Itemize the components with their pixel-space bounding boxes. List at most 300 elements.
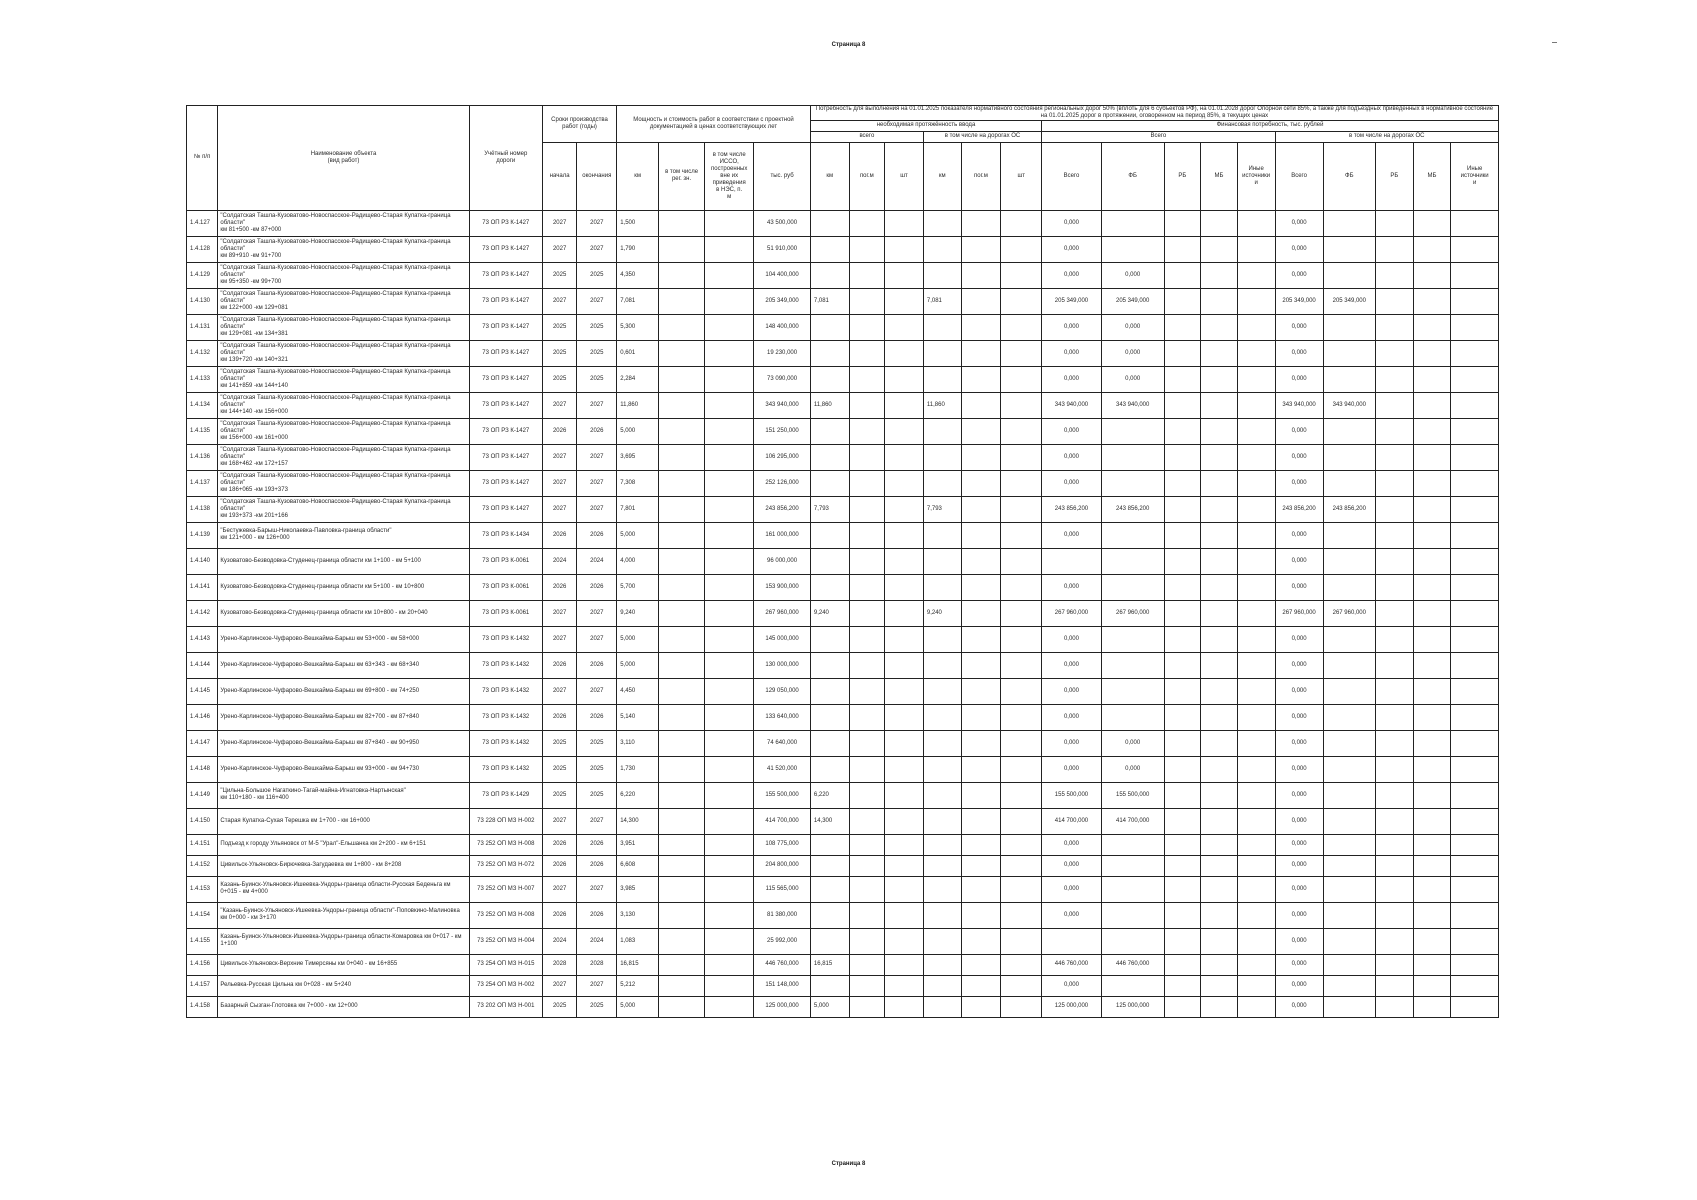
cell-fin-os-other	[1451, 522, 1499, 548]
cell-need-os-km: 11,860	[923, 392, 961, 418]
cell-fin-os-fb	[1323, 444, 1375, 470]
cell-start-year: 2027	[542, 975, 577, 996]
cell-road-number: 73 ОП РЗ К-1427	[469, 470, 542, 496]
table-row	[187, 288, 1499, 314]
cell-fin-rb	[1164, 236, 1201, 262]
cell-fin-os-other	[1451, 210, 1499, 236]
cell-fin-other	[1237, 652, 1275, 678]
cell-fin-os-mb	[1413, 600, 1451, 626]
cell-fin-rb	[1164, 954, 1201, 975]
cell-length-issso	[705, 444, 754, 470]
cell-length-issso	[705, 392, 754, 418]
cell-fin-rb	[1164, 340, 1201, 366]
cell-road-number: 73 ОП РЗ К-1432	[469, 756, 542, 782]
cell-need-pcs	[885, 392, 924, 418]
cell-fin-total: 205 349,000	[1042, 288, 1102, 314]
cell-need-os-km	[923, 808, 961, 834]
cell-length-km: 11,860	[617, 392, 659, 418]
cell-fin-os-total: 0,000	[1275, 574, 1323, 600]
cell-need-os-pm	[961, 756, 1001, 782]
cell-fin-os-mb	[1413, 470, 1451, 496]
col-on-os-group: в том числе на дорогах ОС	[923, 131, 1041, 142]
cell-fin-os-rb	[1375, 366, 1413, 392]
cell-cost-thousand-rub: 267 960,000	[754, 600, 811, 626]
cell-length-km: 0,601	[617, 340, 659, 366]
cell-fin-fb	[1101, 418, 1164, 444]
cell-need-km: 11,860	[810, 392, 849, 418]
cell-need-os-km	[923, 366, 961, 392]
cell-need-os-pm	[961, 678, 1001, 704]
cell-need-os-pcs	[1001, 876, 1042, 902]
cell-fin-os-fb	[1323, 470, 1375, 496]
cell-need-km: 5,000	[810, 996, 849, 1017]
cell-length-issso	[705, 574, 754, 600]
cell-cost-thousand-rub: 125 000,000	[754, 996, 811, 1017]
cell-fin-os-fb	[1323, 522, 1375, 548]
cell-road-number: 73 254 ОП МЗ Н-015	[469, 954, 542, 975]
cell-need-km	[810, 928, 849, 954]
cell-fin-fb	[1101, 855, 1164, 876]
cell-start-year: 2026	[542, 574, 577, 600]
cell-fin-os-rb	[1375, 444, 1413, 470]
col-km: км	[617, 142, 659, 210]
cell-fin-os-other	[1451, 996, 1499, 1017]
cell-length-issso	[705, 996, 754, 1017]
cell-fin-other	[1237, 996, 1275, 1017]
cell-need-pcs	[885, 314, 924, 340]
cell-cost-thousand-rub: 19 230,000	[754, 340, 811, 366]
cell-fin-fb: 0,000	[1101, 314, 1164, 340]
cell-need-km	[810, 678, 849, 704]
cell-start-year: 2026	[542, 652, 577, 678]
table-row	[187, 704, 1499, 730]
cell-need-pcs	[885, 855, 924, 876]
cell-start-year: 2025	[542, 730, 577, 756]
cell-row-index: 1.4.140	[187, 548, 218, 574]
cell-fin-os-rb	[1375, 855, 1413, 876]
cell-object-name: Казань-Буинск-Ульяновск-Ишеевка-Ундоры-граница области-Русская Беденьга км 0+015 - км 4+000	[218, 876, 469, 902]
cell-start-year: 2027	[542, 876, 577, 902]
cell-row-index: 1.4.157	[187, 975, 218, 996]
cell-length-issso	[705, 548, 754, 574]
cell-row-index: 1.4.156	[187, 954, 218, 975]
cell-fin-other	[1237, 366, 1275, 392]
cell-length-issso	[705, 288, 754, 314]
cell-need-km	[810, 470, 849, 496]
cell-need-os-pm	[961, 470, 1001, 496]
cell-need-km	[810, 834, 849, 855]
cell-end-year: 2027	[577, 288, 617, 314]
cell-fin-rb	[1164, 678, 1201, 704]
col-km-reg: в том числе рег. зн.	[659, 142, 705, 210]
cell-fin-total: 155 500,000	[1042, 782, 1102, 808]
cell-fin-os-fb	[1323, 678, 1375, 704]
cell-row-index: 1.4.149	[187, 782, 218, 808]
cell-need-km	[810, 522, 849, 548]
scan-mark	[1552, 42, 1557, 43]
cell-fin-os-mb	[1413, 392, 1451, 418]
cell-row-index: 1.4.129	[187, 262, 218, 288]
cell-fin-os-mb	[1413, 996, 1451, 1017]
cell-length-km: 7,308	[617, 470, 659, 496]
cell-fin-os-rb	[1375, 418, 1413, 444]
cell-need-pm	[849, 574, 885, 600]
cell-object-name: "Бестужевка-Барыш-Николаевка-Павловка-граница области" км 121+000 - км 126+000	[218, 522, 469, 548]
cell-length-reg	[659, 855, 705, 876]
cell-fin-os-total: 0,000	[1275, 808, 1323, 834]
cell-fin-fb: 155 500,000	[1101, 782, 1164, 808]
cell-fin-os-other	[1451, 876, 1499, 902]
cell-need-pcs	[885, 834, 924, 855]
cell-fin-other	[1237, 876, 1275, 902]
table-header	[187, 106, 1499, 211]
cell-fin-mb	[1201, 444, 1238, 470]
cell-end-year: 2026	[577, 652, 617, 678]
cell-fin-os-rb	[1375, 652, 1413, 678]
col-other: Иные источники и	[1237, 142, 1275, 210]
cell-need-os-pcs	[1001, 902, 1042, 928]
cell-length-km: 5,140	[617, 704, 659, 730]
cell-fin-os-fb	[1323, 730, 1375, 756]
cell-fin-mb	[1201, 876, 1238, 902]
cell-need-os-pcs	[1001, 975, 1042, 996]
cell-start-year: 2026	[542, 704, 577, 730]
cell-fin-rb	[1164, 522, 1201, 548]
cell-need-os-pcs	[1001, 418, 1042, 444]
cell-need-pcs	[885, 652, 924, 678]
cell-length-issso	[705, 418, 754, 444]
cell-fin-other	[1237, 626, 1275, 652]
cell-object-name: "Солдатская Ташла-Кузоватово-Новоспасское-Радищево-Старая Кулатка-граница области" км 186+065 -км 193+373	[218, 470, 469, 496]
cell-fin-os-rb	[1375, 834, 1413, 855]
cell-fin-os-other	[1451, 808, 1499, 834]
cell-cost-thousand-rub: 205 349,000	[754, 288, 811, 314]
cell-fin-other	[1237, 262, 1275, 288]
col-fin-total: Всего	[1042, 131, 1275, 142]
cell-object-name: "Солдатская Ташла-Кузоватово-Новоспасское-Радищево-Старая Кулатка-граница области" км 95+350 -км 99+700	[218, 262, 469, 288]
cell-fin-rb	[1164, 626, 1201, 652]
cell-length-reg	[659, 756, 705, 782]
cell-fin-other	[1237, 314, 1275, 340]
cell-row-index: 1.4.139	[187, 522, 218, 548]
cell-length-reg	[659, 652, 705, 678]
cell-object-name: Урено-Карлинское-Чуфарово-Вешкайма-Барыш км 69+800 - км 74+250	[218, 678, 469, 704]
cell-road-number: 73 ОП РЗ К-1427	[469, 236, 542, 262]
cell-fin-os-total: 0,000	[1275, 418, 1323, 444]
cell-fin-os-other	[1451, 855, 1499, 876]
cell-end-year: 2025	[577, 314, 617, 340]
table-body	[187, 210, 1499, 1017]
cell-row-index: 1.4.158	[187, 996, 218, 1017]
cell-start-year: 2027	[542, 626, 577, 652]
cell-fin-rb	[1164, 496, 1201, 522]
road-works-table	[186, 105, 1499, 1018]
cell-fin-os-rb	[1375, 928, 1413, 954]
cell-need-os-pm	[961, 902, 1001, 928]
cell-row-index: 1.4.131	[187, 314, 218, 340]
cell-road-number: 73 ОП РЗ К-1427	[469, 340, 542, 366]
cell-start-year: 2027	[542, 808, 577, 834]
cell-start-year: 2024	[542, 928, 577, 954]
cell-fin-total: 0,000	[1042, 876, 1102, 902]
cell-fin-os-rb	[1375, 808, 1413, 834]
cell-need-os-pcs	[1001, 288, 1042, 314]
col-capacity-group: Мощность и стоимость работ в соответствии с проектной документацией в ценах соответствующих лет	[617, 106, 811, 143]
cell-start-year: 2027	[542, 392, 577, 418]
cell-need-os-pm	[961, 928, 1001, 954]
cell-need-km	[810, 704, 849, 730]
cell-fin-mb	[1201, 902, 1238, 928]
cell-road-number: 73 ОП РЗ К-1427	[469, 418, 542, 444]
cell-need-os-pcs	[1001, 652, 1042, 678]
cell-fin-total: 343 940,000	[1042, 392, 1102, 418]
cell-length-reg	[659, 928, 705, 954]
cell-need-os-pcs	[1001, 600, 1042, 626]
cell-length-km: 4,000	[617, 548, 659, 574]
cell-fin-total: 414 700,000	[1042, 808, 1102, 834]
cell-end-year: 2027	[577, 496, 617, 522]
col-m3: шт	[1001, 142, 1042, 210]
cell-need-pm	[849, 782, 885, 808]
cell-length-km: 3,110	[617, 730, 659, 756]
cell-cost-thousand-rub: 96 000,000	[754, 548, 811, 574]
cell-length-reg	[659, 366, 705, 392]
cell-fin-fb	[1101, 834, 1164, 855]
cell-need-os-pm	[961, 730, 1001, 756]
cell-fin-os-fb: 243 856,200	[1323, 496, 1375, 522]
cell-length-km: 7,081	[617, 288, 659, 314]
cell-object-name: "Солдатская Ташла-Кузоватово-Новоспасское-Радищево-Старая Кулатка-граница области" км 144+140 -км 156+000	[218, 392, 469, 418]
cell-need-os-pm	[961, 855, 1001, 876]
cell-start-year: 2025	[542, 366, 577, 392]
cell-row-index: 1.4.143	[187, 626, 218, 652]
cell-need-os-km	[923, 236, 961, 262]
cell-fin-total: 0,000	[1042, 470, 1102, 496]
cell-fin-total: 0,000	[1042, 855, 1102, 876]
cell-fin-mb	[1201, 340, 1238, 366]
cell-fin-os-fb	[1323, 574, 1375, 600]
cell-need-pm	[849, 470, 885, 496]
cell-fin-other	[1237, 236, 1275, 262]
cell-fin-other	[1237, 704, 1275, 730]
cell-fin-mb	[1201, 678, 1238, 704]
cell-fin-os-rb	[1375, 730, 1413, 756]
cell-fin-mb	[1201, 262, 1238, 288]
cell-need-os-km	[923, 678, 961, 704]
cell-fin-os-other	[1451, 392, 1499, 418]
cell-fin-os-mb	[1413, 210, 1451, 236]
cell-row-index: 1.4.127	[187, 210, 218, 236]
cell-length-reg	[659, 210, 705, 236]
col-km-issso: в том числе ИССО, построенных вне их приведения в НЭС, п. м	[705, 142, 754, 210]
cell-need-pm	[849, 808, 885, 834]
cell-fin-mb	[1201, 652, 1238, 678]
cell-cost-thousand-rub: 43 500,000	[754, 210, 811, 236]
cell-need-km	[810, 548, 849, 574]
cell-length-issso	[705, 975, 754, 996]
cell-fin-os-fb	[1323, 314, 1375, 340]
cell-fin-os-total: 0,000	[1275, 366, 1323, 392]
cell-need-pcs	[885, 626, 924, 652]
cell-need-os-km	[923, 876, 961, 902]
col-need-group: Потребность для выполнения на 01.01.2025 показателя нормативного состояния региональных дорог 50% (вплоть для 6 субъектов РФ), на 01.01.2028 дорог Опорной сети 85%, а также для подъездных приведенных в нормативное состояние на 01.01.2025 дорог в протяжении, оговоренном на период 85%, в текущих ценах	[810, 106, 1498, 121]
cell-fin-total: 0,000	[1042, 756, 1102, 782]
cell-fin-os-other	[1451, 418, 1499, 444]
cell-road-number: 73 252 ОП МЗ Н-072	[469, 855, 542, 876]
cell-fin-os-mb	[1413, 262, 1451, 288]
cell-row-index: 1.4.130	[187, 288, 218, 314]
table-row	[187, 902, 1499, 928]
cell-fin-fb: 243 856,200	[1101, 496, 1164, 522]
cell-need-pcs	[885, 288, 924, 314]
cell-fin-os-total: 0,000	[1275, 236, 1323, 262]
cell-fin-rb	[1164, 808, 1201, 834]
cell-fin-fb	[1101, 522, 1164, 548]
col-rb: РБ	[1164, 142, 1201, 210]
col-other-os: Иные источники и	[1451, 142, 1499, 210]
cell-fin-os-mb	[1413, 954, 1451, 975]
cell-fin-other	[1237, 522, 1275, 548]
cell-start-year: 2026	[542, 902, 577, 928]
cell-fin-fb	[1101, 470, 1164, 496]
table-row	[187, 210, 1499, 236]
col-mb-os: МБ	[1413, 142, 1451, 210]
cell-need-os-pcs	[1001, 340, 1042, 366]
cell-fin-os-other	[1451, 574, 1499, 600]
cell-need-os-pm	[961, 782, 1001, 808]
cell-fin-os-total: 0,000	[1275, 730, 1323, 756]
col-pm3: пог.м	[961, 142, 1001, 210]
cell-need-os-pm	[961, 392, 1001, 418]
cell-cost-thousand-rub: 104 400,000	[754, 262, 811, 288]
cell-need-pcs	[885, 730, 924, 756]
cell-need-os-pm	[961, 652, 1001, 678]
cell-cost-thousand-rub: 243 856,200	[754, 496, 811, 522]
cell-fin-fb	[1101, 626, 1164, 652]
cell-end-year: 2025	[577, 756, 617, 782]
cell-fin-os-total: 205 349,000	[1275, 288, 1323, 314]
cell-cost-thousand-rub: 108 775,000	[754, 834, 811, 855]
cell-row-index: 1.4.154	[187, 902, 218, 928]
cell-road-number: 73 ОП РЗ К-0061	[469, 548, 542, 574]
cell-need-os-pcs	[1001, 262, 1042, 288]
cell-length-issso	[705, 262, 754, 288]
cell-length-reg	[659, 626, 705, 652]
cell-object-name: "Солдатская Ташла-Кузоватово-Новоспасское-Радищево-Старая Кулатка-граница области" км 81+500 -км 87+000	[218, 210, 469, 236]
cell-cost-thousand-rub: 148 400,000	[754, 314, 811, 340]
cell-road-number: 73 228 ОП МЗ Н-002	[469, 808, 542, 834]
cell-length-reg	[659, 496, 705, 522]
cell-fin-rb	[1164, 730, 1201, 756]
cell-fin-os-rb	[1375, 210, 1413, 236]
cell-fin-other	[1237, 444, 1275, 470]
cell-cost-thousand-rub: 153 900,000	[754, 574, 811, 600]
cell-object-name: Кузоватово-Безводовка-Студенец-граница области км 10+800 - км 20+040	[218, 600, 469, 626]
cell-need-os-pcs	[1001, 834, 1042, 855]
cell-length-km: 5,000	[617, 652, 659, 678]
cell-length-reg	[659, 808, 705, 834]
cell-end-year: 2027	[577, 678, 617, 704]
cell-need-km	[810, 236, 849, 262]
cell-fin-os-fb	[1323, 808, 1375, 834]
cell-cost-thousand-rub: 25 992,000	[754, 928, 811, 954]
cell-need-km	[810, 418, 849, 444]
table-row	[187, 954, 1499, 975]
cell-fin-os-fb	[1323, 876, 1375, 902]
col-fin-all: Всего	[1042, 142, 1102, 210]
cell-fin-mb	[1201, 834, 1238, 855]
cell-end-year: 2026	[577, 902, 617, 928]
cell-fin-other	[1237, 902, 1275, 928]
cell-fin-os-rb	[1375, 548, 1413, 574]
cell-fin-os-mb	[1413, 522, 1451, 548]
cell-object-name: "Солдатская Ташла-Кузоватово-Новоспасское-Радищево-Старая Кулатка-граница области" км 122+000 -км 129+081	[218, 288, 469, 314]
cell-length-km: 5,000	[617, 522, 659, 548]
cell-fin-fb	[1101, 704, 1164, 730]
cell-fin-os-fb	[1323, 626, 1375, 652]
cell-fin-total: 0,000	[1042, 574, 1102, 600]
cell-object-name: Казань-Буинск-Ульяновск-Ишеевка-Ундоры-граница области-Комаровка км 0+017 - км 1+100	[218, 928, 469, 954]
cell-need-pm	[849, 730, 885, 756]
cell-object-name: "Солдатская Ташла-Кузоватово-Новоспасское-Радищево-Старая Кулатка-граница области" км 139+720 -км 140+321	[218, 340, 469, 366]
cell-fin-mb	[1201, 522, 1238, 548]
cell-object-name: "Солдатская Ташла-Кузоватово-Новоспасское-Радищево-Старая Кулатка-граница области" км 168+462 -км 172+157	[218, 444, 469, 470]
cell-need-os-km	[923, 470, 961, 496]
cell-need-pcs	[885, 470, 924, 496]
cell-length-reg	[659, 834, 705, 855]
cell-need-os-pm	[961, 996, 1001, 1017]
cell-need-pm	[849, 418, 885, 444]
cell-fin-rb	[1164, 756, 1201, 782]
cell-road-number: 73 ОП РЗ К-1427	[469, 262, 542, 288]
cell-object-name: Рельевка-Русская Цильна км 0+028 - км 5+240	[218, 975, 469, 996]
cell-need-pcs	[885, 678, 924, 704]
cell-fin-mb	[1201, 288, 1238, 314]
cell-fin-os-total: 0,000	[1275, 975, 1323, 996]
cell-fin-total: 446 760,000	[1042, 954, 1102, 975]
cell-fin-mb	[1201, 756, 1238, 782]
cell-fin-os-fb	[1323, 366, 1375, 392]
cell-length-km: 3,695	[617, 444, 659, 470]
cell-fin-other	[1237, 808, 1275, 834]
cell-length-km: 14,300	[617, 808, 659, 834]
cell-fin-total: 267 960,000	[1042, 600, 1102, 626]
cell-need-os-pcs	[1001, 730, 1042, 756]
cell-end-year: 2028	[577, 954, 617, 975]
cell-fin-other	[1237, 730, 1275, 756]
cell-fin-os-other	[1451, 730, 1499, 756]
cell-fin-rb	[1164, 652, 1201, 678]
cell-need-pcs	[885, 808, 924, 834]
cell-fin-fb: 267 960,000	[1101, 600, 1164, 626]
cell-object-name: Базарный Сызган-Глотовка км 7+000 - км 12+000	[218, 996, 469, 1017]
cell-length-reg	[659, 444, 705, 470]
cell-need-pm	[849, 834, 885, 855]
cell-length-issso	[705, 730, 754, 756]
cell-need-pm	[849, 210, 885, 236]
cell-length-km: 3,130	[617, 902, 659, 928]
cell-fin-rb	[1164, 262, 1201, 288]
cell-end-year: 2025	[577, 730, 617, 756]
cell-need-km	[810, 366, 849, 392]
cell-fin-fb: 0,000	[1101, 262, 1164, 288]
cell-length-reg	[659, 704, 705, 730]
cell-cost-thousand-rub: 41 520,000	[754, 756, 811, 782]
cell-fin-os-fb	[1323, 236, 1375, 262]
cell-length-issso	[705, 834, 754, 855]
cell-road-number: 73 ОП РЗ К-1427	[469, 210, 542, 236]
cell-end-year: 2026	[577, 418, 617, 444]
